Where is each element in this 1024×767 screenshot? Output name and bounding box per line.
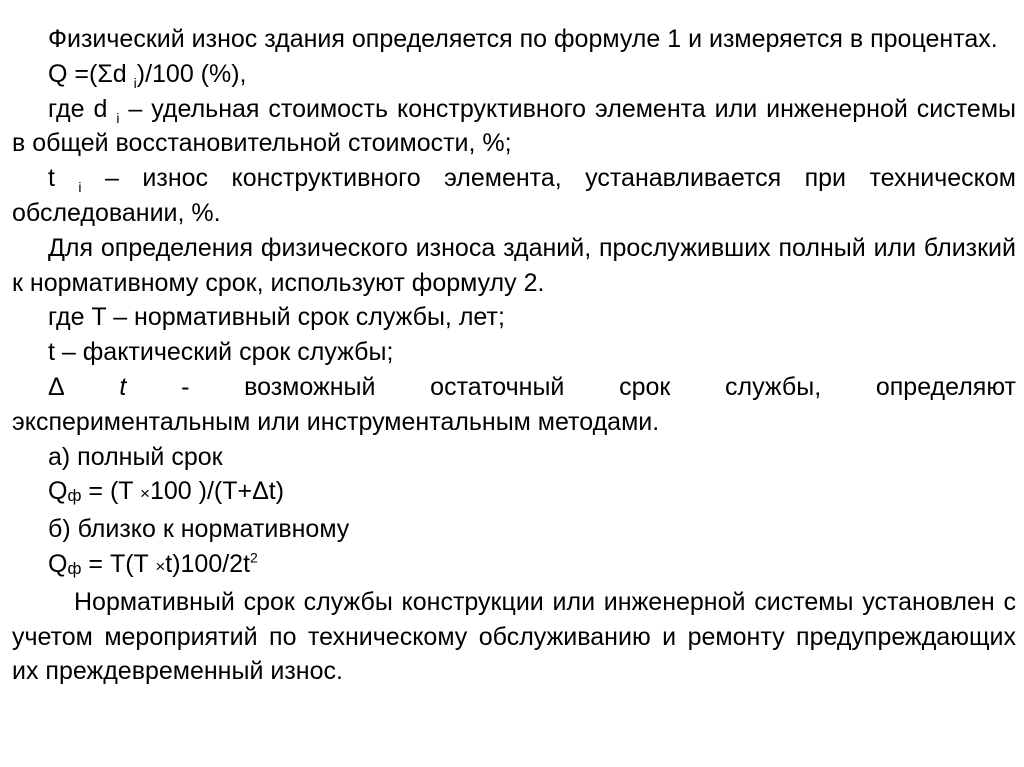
delta-dash: - [181,372,190,401]
delta-symbol: Δ [48,372,65,401]
formula-2-part-c: 100 )/(T+Δt) [149,477,285,506]
case-a-label: а) полный срок [48,442,223,471]
formula-3-part-c: t)100/2t [165,549,251,578]
delta-word-1: возможный [244,372,376,401]
paragraph-normative-life: Нормативный срок службы конструкции или инженерной системы установлен с учетом мероприятий по техническому обслуживанию и ремонту предупреждающих их преждевременный износ. [12,587,1016,686]
formula-2-part-b: = (T [81,477,141,506]
d-definition-rest: – удельная стоимость конструктивного элемента или инженерной системы в общей восстановительной стоимости, %; [12,94,1016,158]
paragraph-delta-t-line1 [12,370,1016,405]
formula-3-q: Q [48,549,68,578]
formula-3-times: × [155,556,166,576]
delta-word-3: срок [619,372,671,401]
formula-3-superscript: 2 [250,549,258,566]
formula-1-part-a: Q =(Σd [48,59,134,88]
paragraph-t-definition [12,161,1016,231]
t-definition-subscript: i [78,179,82,196]
formula-1-part-b: )/100 (%), [136,59,247,88]
case-b-label: б) близко к нормативному [48,515,350,544]
d-definition-start: где d [48,94,117,123]
delta-word-5: определяют [875,372,1016,401]
formula-2-subscript: ф [67,486,82,506]
formula-2-times: × [140,484,150,504]
paragraph-t-actual: t – фактический срок службы; [48,338,394,367]
t-definition-start: t [48,164,79,193]
formula-3-part-b: = T(T [81,549,156,578]
paragraph-d-definition [12,92,1016,162]
document-body [12,22,1016,689]
formula-2 [12,474,1016,512]
delta-t-variable: t [119,372,127,401]
paragraph-intro: Физический износ здания определяется по формуле 1 и измеряется в процентах. [48,25,998,53]
formula-3-subscript: ф [67,558,82,578]
paragraph-delta-t-line2: экспериментальным или инструментальным методами. [12,407,660,436]
formula-3 [12,547,1016,585]
delta-word-4: службы, [725,372,822,401]
formula-2-q: Q [48,477,68,506]
formula-1 [12,57,1016,92]
t-definition-rest: – износ конструктивного элемента, устанавливается при техническом обследовании, %. [12,164,1016,227]
paragraph-T-definition: где T – нормативный срок службы, лет; [48,303,505,332]
formula-1-subscript: i [133,74,137,91]
delta-word-2: остаточный [430,372,565,401]
paragraph-formula-2-intro: Для определения физического износа зданий, прослуживших полный или близкий к нормативному срок, используют формулу 2. [12,233,1016,297]
d-definition-subscript: i [116,109,120,126]
